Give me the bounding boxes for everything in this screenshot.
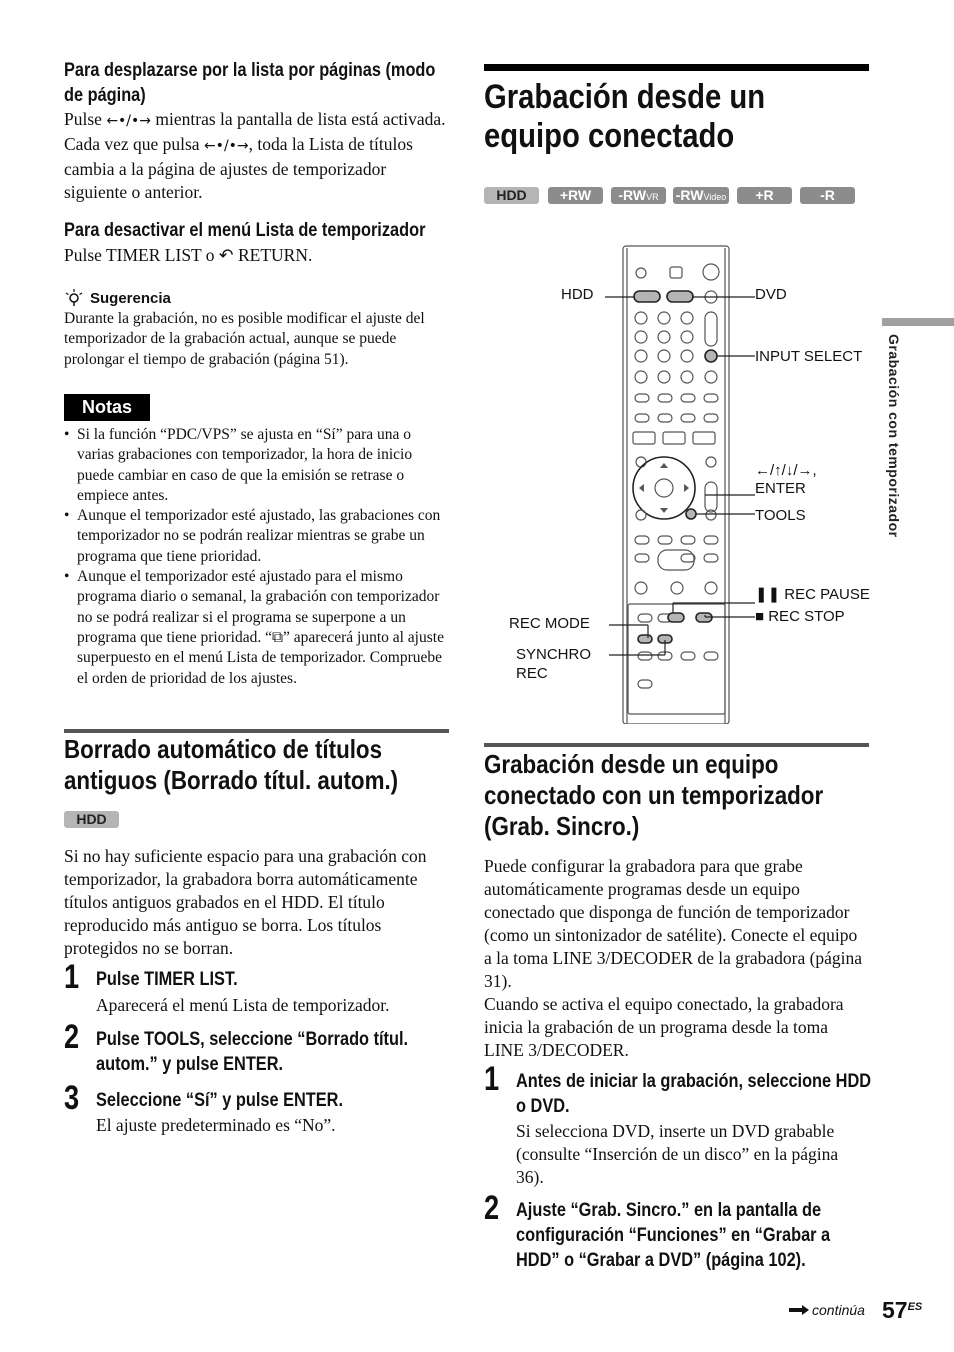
- tip-header: [64, 288, 171, 308]
- label-input-select: INPUT SELECT: [755, 348, 863, 365]
- list-item: • Aunque el temporizador esté ajustado, las grabaciones con temporizador no se podrán realizar mientras se grabe un programa que tiene prioridad.: [64, 506, 449, 567]
- disable-menu-paragraph: Pulse TIMER LIST o ↶ RETURN.: [64, 245, 313, 265]
- step-number: 3: [64, 1079, 80, 1117]
- step-number: 1: [484, 1060, 500, 1098]
- section-heading-page-mode: Para desplazarse por la lista por páginas (modo de página): [64, 60, 436, 106]
- media-badge-minus-r: -R: [800, 187, 855, 204]
- label-enter: ENTER: [755, 480, 806, 497]
- page-title: Grabación desde un equipo conectado: [484, 78, 766, 155]
- title-top-rule: [484, 64, 869, 71]
- auto-erase-paragraph: Si no hay suficiente espacio para una grabación con temporizador, la grabadora borra automáticamente títulos antiguos grabados en el HDD. El título reproducido más antiguo se borra. Los títulos protegidos no se borran.: [64, 846, 427, 958]
- step-title: Pulse TOOLS, seleccione “Borrado títul. autom.” y pulse ENTER.: [96, 1029, 409, 1075]
- side-tab-marker: [882, 318, 954, 326]
- continues-indicator: [788, 1302, 865, 1318]
- label-rec-mode: REC MODE: [509, 615, 590, 632]
- media-badge-hdd: HDD: [484, 187, 539, 204]
- step-title: Ajuste “Grab. Sincro.” en la pantalla de configuración “Funciones” en “Grabar a HDD” o “Grabar a DVD” (página 102).: [516, 1200, 831, 1271]
- tip-text: Durante la grabación, no es posible modificar el ajuste del temporizador de la grabación actual, aunque se puede prolongar el tiempo de grabación (página 51).: [64, 310, 425, 368]
- media-badge-minus-rw-vr: -RWVR: [611, 187, 666, 204]
- step-text: El ajuste predeterminado es “No”.: [96, 1115, 336, 1135]
- step-text: Si selecciona DVD, inserte un DVD grabable (consulte “Inserción de un disco” en la página 36).: [516, 1121, 839, 1187]
- media-badge-minus-rw-video: -RWVideo: [673, 187, 729, 204]
- hdd-badge: HDD: [64, 811, 119, 828]
- callout-lines: [595, 285, 755, 665]
- label-rec-pause: ❚❚ REC PAUSE: [755, 586, 870, 603]
- prev-next-arrows-icon: ←•/•→: [106, 113, 152, 129]
- section-divider: [64, 729, 449, 733]
- continues-label: continúa: [812, 1302, 865, 1318]
- label-synchro-rec: REC: [516, 665, 548, 682]
- section-divider: [484, 743, 869, 747]
- prev-next-arrows-icon: ←•/•→: [203, 138, 249, 154]
- label-tools: TOOLS: [755, 507, 806, 524]
- label-hdd: HDD: [561, 286, 594, 303]
- step-number: 1: [64, 958, 80, 996]
- list-item: • Aunque el temporizador esté ajustado para el mismo programa diario o semanal, la grabación con temporizador no se podrá realizar si el programa se superpone a un programa que tiene prioridad. “⧉” aparecerá junto al ajuste superpuesto en el menú Lista de temporizador. Compruebe el orden de prioridad de los ajustes.: [64, 567, 449, 689]
- media-badge-plus-r: +R: [737, 187, 792, 204]
- notes-label: Notas: [64, 394, 150, 421]
- label-rec-stop: ■ REC STOP: [755, 608, 845, 625]
- label-arrows: ←/↑/↓/→,: [755, 462, 817, 479]
- side-tab-label: Grabación con temporizador: [886, 334, 902, 538]
- section-title-auto-erase: Borrado automático de títulos antiguos (Borrado títul. autom.): [64, 734, 399, 795]
- list-item: • Si la función “PDC/VPS” se ajusta en “Sí” para una o varias grabaciones con temporizador, la hora de inicio puede cambiar en caso de que la emisión se retrase o empiece antes.: [64, 425, 449, 506]
- step-text: Aparecerá el menú Lista de temporizador.: [96, 995, 390, 1015]
- tip-label: Sugerencia: [90, 289, 171, 307]
- page-number: $57^{ES}$: [882, 1297, 923, 1323]
- arrow-right-icon: [788, 1304, 810, 1316]
- label-synchro: SYNCHRO: [516, 646, 592, 663]
- step-number: 2: [484, 1189, 500, 1227]
- lightbulb-icon: [64, 288, 84, 308]
- step-title: Pulse TIMER LIST.: [96, 969, 238, 990]
- notes-list: [64, 425, 449, 689]
- media-badge-plus-rw: +RW: [548, 187, 603, 204]
- section-title-synchro-rec: Grabación desde un equipo conectado con un temporizador (Grab. Sincro.): [484, 749, 824, 841]
- section-heading-disable-menu: Para desactivar el menú Lista de temporizador: [64, 220, 426, 241]
- page-mode-paragraph: Pulse ←•/•→ mientras la pantalla de lista está activada. Cada vez que pulsa ←•/•→, toda la Lista de títulos cambia a la página de ajustes de temporizador siguiente o anterior.: [64, 109, 446, 202]
- step-number: 2: [64, 1018, 80, 1056]
- label-dvd: DVD: [755, 286, 787, 303]
- synchro-rec-paragraph: Puede configurar la grabadora para que grabe automáticamente programas desde un equipo conectado que disponga de función de temporizador (como un sintonizador de satélite). Conecte el equipo a la toma LINE 3/DECODER de la grabadora (página 31). Cuando se activa el equipo conectado, la grabadora inicia la grabación de un programa desde la toma LINE 3/DECODER.: [484, 856, 863, 1060]
- step-title: Antes de iniciar la grabación, seleccione HDD o DVD.: [516, 1071, 872, 1117]
- step-title: Seleccione “Sí” y pulse ENTER.: [96, 1090, 344, 1111]
